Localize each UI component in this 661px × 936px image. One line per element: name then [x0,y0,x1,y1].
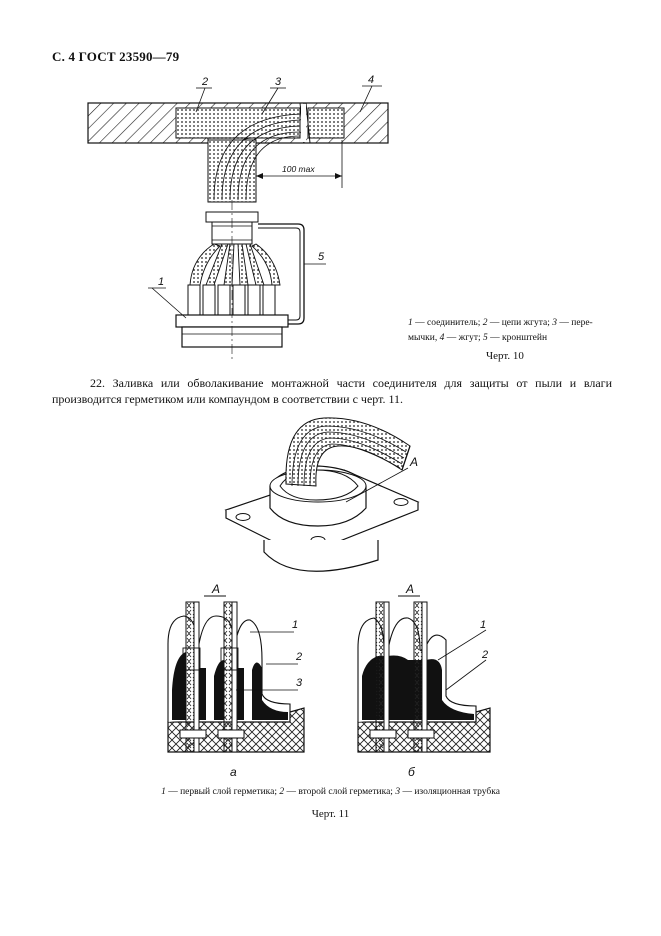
detail-a-label-2: 2 [296,651,303,663]
dimension-label: 100 max [282,164,315,174]
legend11-text-1: — первый слой герметика; [165,787,280,797]
legend10-text-3: — пере-мычки, [408,318,593,343]
detail-b-label-1: 1 [480,619,487,631]
fig10-label-1: 1 [158,276,165,288]
figure-11-detail-b [358,582,490,779]
fig10-label-3: 3 [275,76,282,88]
legend11-text-3: — изоляционная трубка [400,787,500,797]
figure-10-caption: Черт. 10 [486,350,524,362]
legend10-num-2: 2 [482,318,488,328]
legend10-num-1: 1 [408,318,413,328]
figure-10-drawing [88,74,388,362]
detail-a-sub: а [230,765,237,779]
figure-11-legend [0,787,661,797]
legend10-text-5: — кронштейн [487,333,548,343]
figure-11-caption: Черт. 11 [311,808,350,820]
legend10-num-5: 5 [483,333,488,343]
figure-10-legend [408,316,618,346]
fig10-label-2: 2 [202,76,209,88]
detail-b-sub: б [408,765,415,779]
legend11-num-2: 2 [279,787,285,797]
legend11-num-1: 1 [161,787,166,797]
legend10-num-3: 3 [552,318,558,328]
detail-a-title: А [212,582,221,596]
legend11-num-3: 3 [395,787,401,797]
page-header: С. 4 ГОСТ 23590—79 [52,49,180,64]
figure-11-isometric-drawing [226,418,418,571]
detail-b-title: А [406,582,415,596]
detail-a-label-3: 3 [296,677,303,689]
legend10-text-4: — жгут; [444,333,484,343]
detail-b-label-2: 2 [482,649,489,661]
detail-a-label-1: 1 [292,619,299,631]
legend11-text-2: — второй слой герметика; [284,787,396,797]
fig10-label-5: 5 [318,251,325,263]
legend10-text-1: — соединитель; [412,318,483,328]
paragraph-22: 22. Заливка или обволакивание монтажной части соединителя для защиты от пыли и влаги производится герметиком или компаундом в соответствии с черт. 11. [52,376,612,406]
fig11-view-label: А [410,455,419,469]
figure-11-detail-a [168,582,304,779]
fig10-label-4: 4 [368,74,375,86]
legend10-text-2: — цепи жгута; [487,318,553,328]
legend10-num-4: 4 [439,333,445,343]
